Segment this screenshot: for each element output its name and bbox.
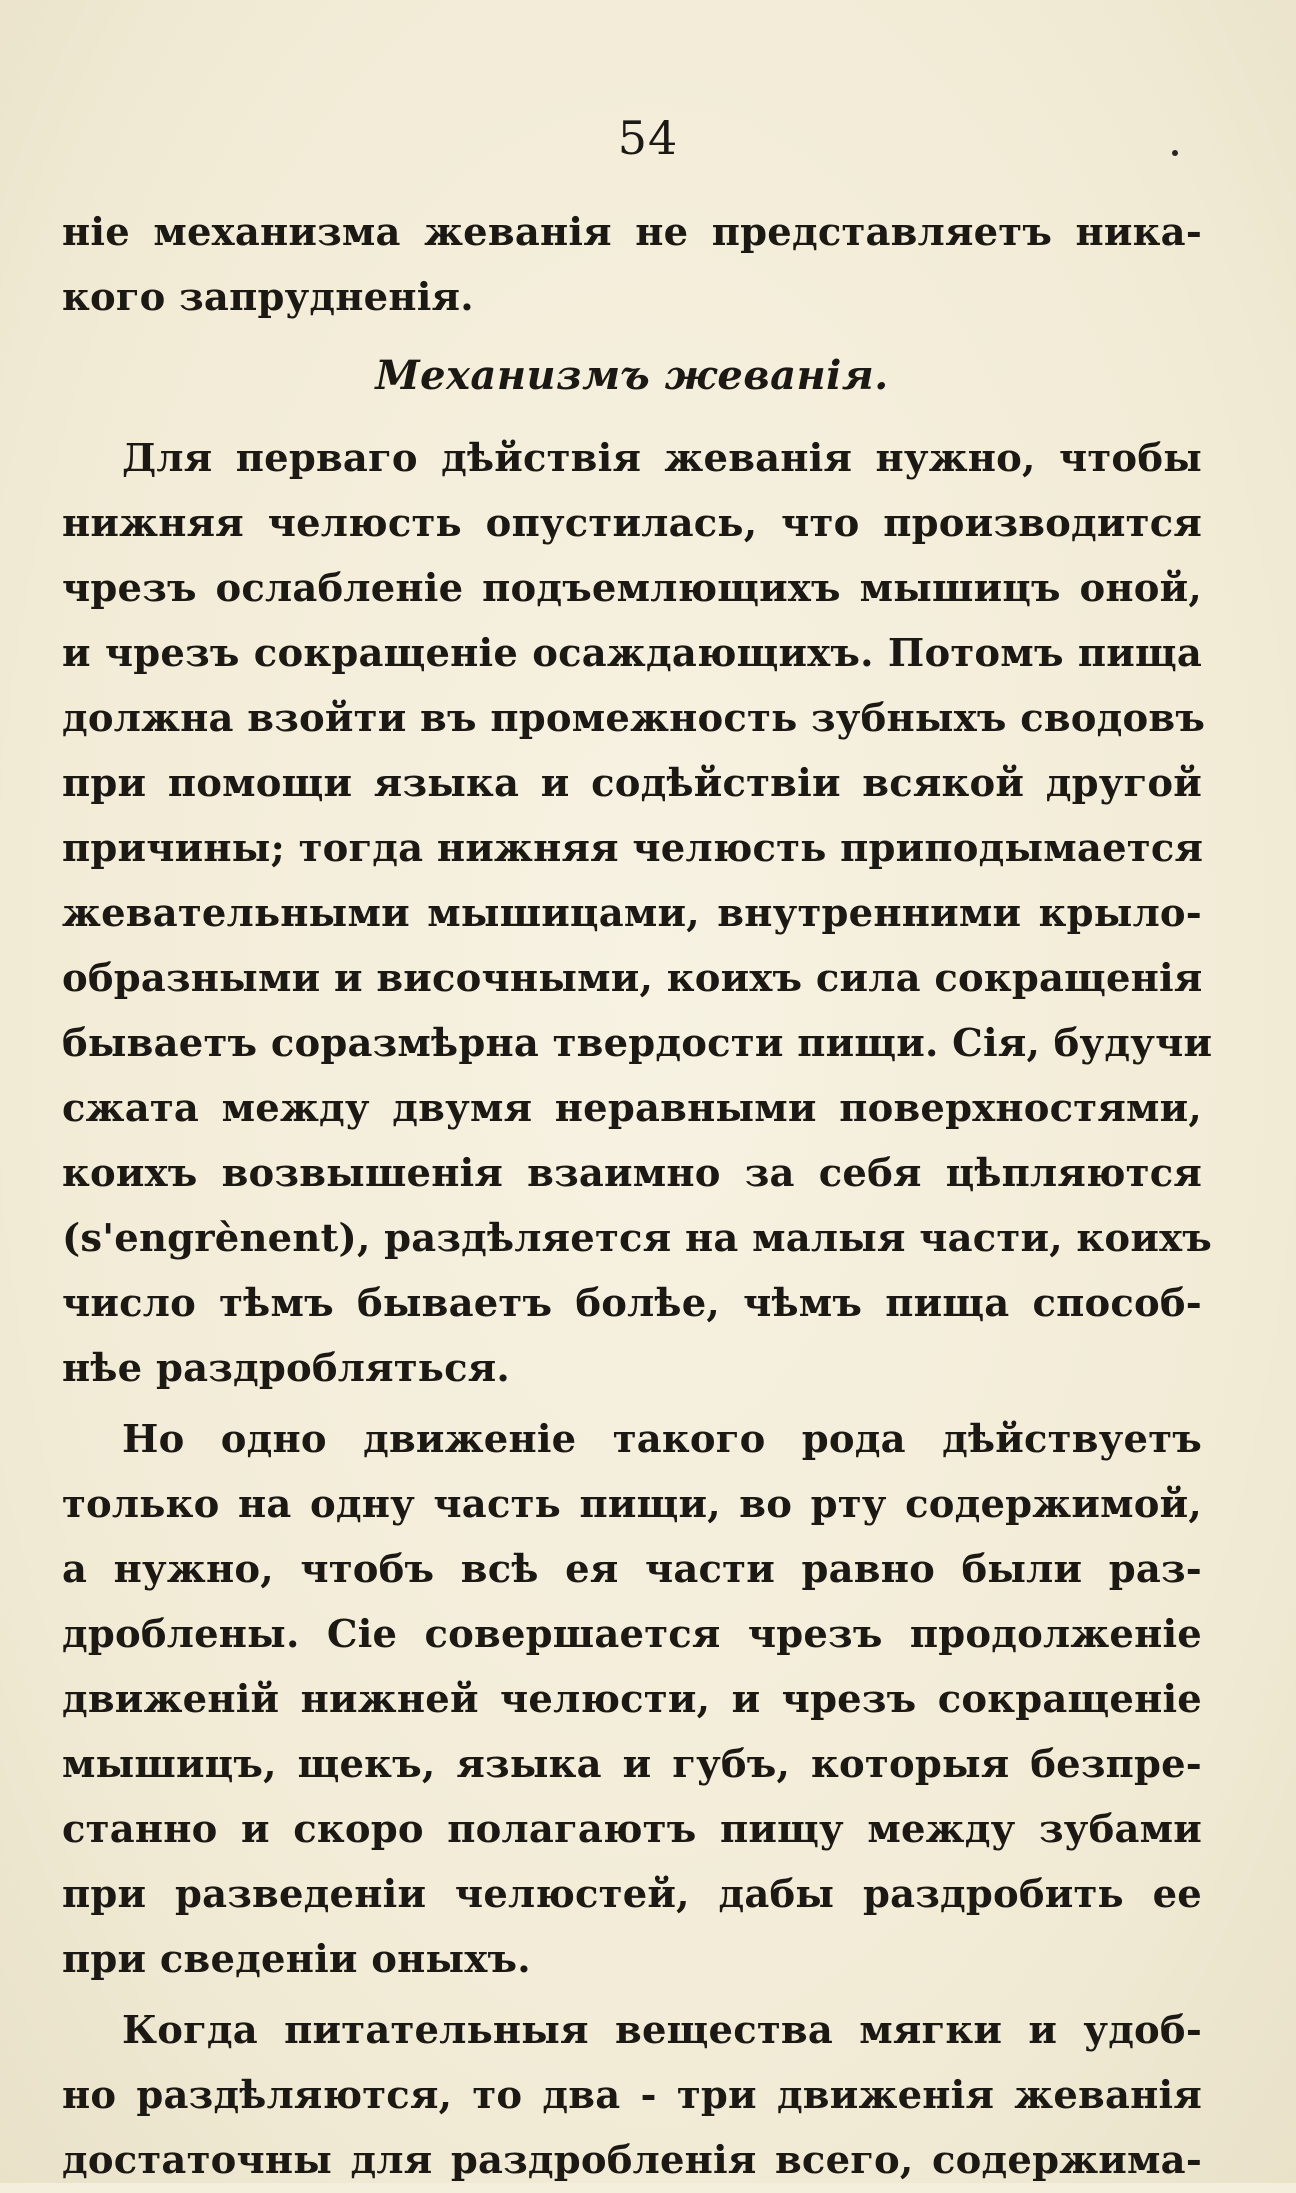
text-line: (s'engrènent), раздѣляется на малыя части, коихъ xyxy=(62,1216,1212,1261)
page-number: 54 xyxy=(617,111,679,165)
text-line: сжата между двумя неравными поверхностями, xyxy=(62,1086,1202,1131)
ink-speck xyxy=(1172,150,1178,156)
text-line: при помощи языка и содѣйствіи всякой другой xyxy=(62,761,1202,806)
paragraph-3 xyxy=(62,1998,1202,2193)
text-line: должна взойти въ промежность зубныхъ сводовъ xyxy=(62,696,1206,741)
text-line: число тѣмъ бываетъ болѣе, чѣмъ пища способ- xyxy=(62,1281,1202,1326)
text-line: при сведеніи оныхъ. xyxy=(62,1937,531,1982)
text-line: а нужно, чтобъ всѣ ея части равно были раз- xyxy=(62,1547,1202,1592)
text-line: чрезъ ослабленіе подъемлющихъ мышицъ оной, xyxy=(62,566,1202,611)
text-line: ніе механизма жеванія не представляетъ ника- xyxy=(62,210,1202,255)
page-text xyxy=(62,200,1213,2193)
text-line: при разведеніи челюстей, дабы раздробить ее xyxy=(62,1872,1202,1917)
section-heading: Механизмъ жеванія. xyxy=(375,352,889,399)
text-line: коихъ возвышенія взаимно за себя цѣпляются xyxy=(62,1151,1202,1196)
text-line: только на одну часть пищи, во рту содержимой, xyxy=(62,1482,1202,1527)
text-line: движеній нижней челюсти, и чрезъ сокращеніе xyxy=(62,1677,1202,1722)
text-line: жевательными мышицами, внутренними крыло- xyxy=(62,891,1202,936)
text-line: причины; тогда нижняя челюсть приподымается xyxy=(62,826,1204,871)
text-line: достаточны для раздробленія всего, содержима- xyxy=(62,2138,1202,2183)
paragraph-2 xyxy=(62,1407,1202,1992)
text-line: Для перваго дѣйствія жеванія нужно, чтобы xyxy=(122,436,1202,481)
text-line: бываетъ соразмѣрна твердости пищи. Сія, будучи xyxy=(62,1021,1213,1066)
text-line: нижняя челюсть опустилась, что производится xyxy=(62,501,1202,546)
text-line: но раздѣляются, то два - три движенія жеванія xyxy=(62,2073,1202,2118)
text-line: образными и височными, коихъ сила сокращенія xyxy=(62,956,1203,1001)
text-line: Когда питательныя вещества мягки и удоб- xyxy=(122,2008,1202,2053)
text-line: и чрезъ сокращеніе осаждающихъ. Потомъ пища xyxy=(62,631,1202,676)
text-line: кого запрудненія. xyxy=(62,275,474,320)
paragraph-1 xyxy=(62,426,1213,1401)
text-line: станно и скоро полагаютъ пищу между зубами xyxy=(62,1807,1202,1852)
text-line: нѣе раздробляться. xyxy=(62,1346,510,1391)
text-line: Но одно движеніе такого рода дѣйствуетъ xyxy=(122,1417,1202,1462)
text-line: дроблены. Сіе совершается чрезъ продолженіе xyxy=(62,1612,1202,1657)
text-line: мышицъ, щекъ, языка и губъ, которыя безпре- xyxy=(62,1742,1202,1787)
